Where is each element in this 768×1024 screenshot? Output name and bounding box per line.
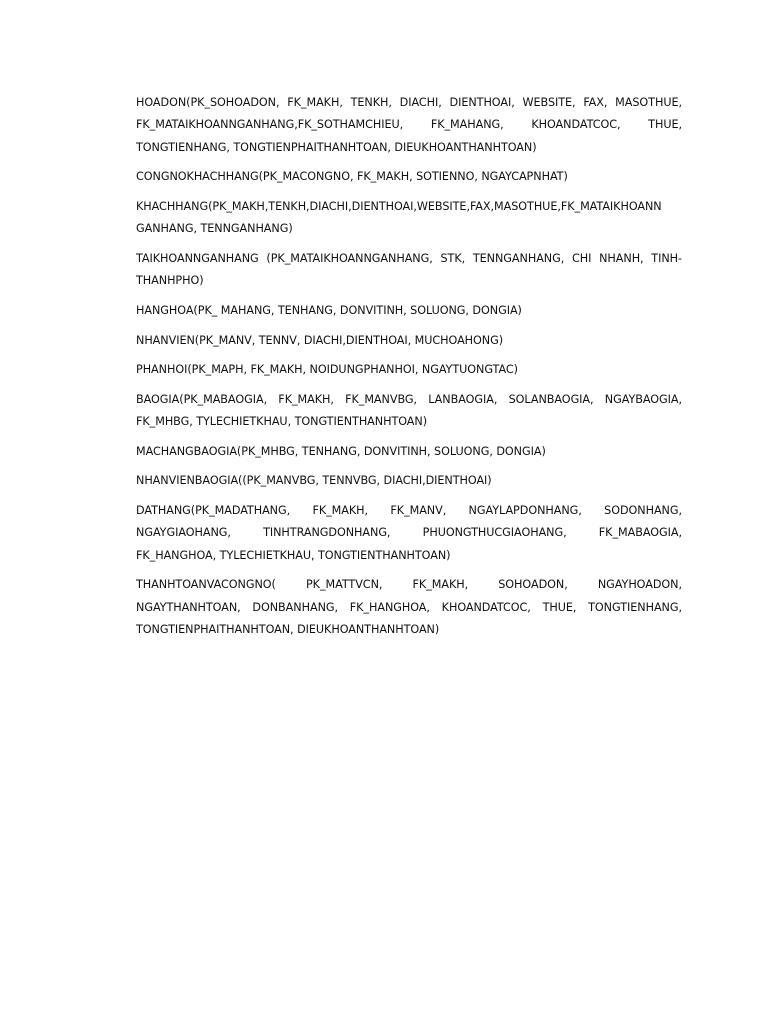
text-line: BAOGIA(PK_MABAOGIA, FK_MAKH, FK_MANVBG, LANBAOGIA, SOLANBAOGIA, NGAYBAOGIA,	[136, 392, 682, 406]
text-line: HOADON(PK_SOHOADON, FK_MAKH, TENKH, DIACHI, DIENTHOAI, WEBSITE, FAX, MASOTHUE,	[136, 96, 682, 109]
text-line: PHANHOI(PK_MAPH, FK_MAKH, NOIDUNGPHANHOI, NGAYTUONGTAC)	[136, 363, 518, 377]
paragraph-phanhoi	[136, 359, 682, 381]
text-line: NGAYGIAOHANG, TINHTRANGDONHANG, PHUONGTHUCGIAOHANG, FK_MABAOGIA,	[136, 526, 682, 540]
text-line: NGAYTHANHTOAN, DONBANHANG, FK_HANGHOA, KHOANDATCOC, THUE, TONGTIENHANG,	[136, 600, 682, 614]
text-line: NHANVIEN(PK_MANV, TENNV, DIACHI,DIENTHOAI, MUCHOAHONG)	[136, 333, 504, 347]
document-page	[136, 92, 682, 649]
paragraph-machangbaogia	[136, 441, 682, 463]
paragraph-baogia	[136, 389, 682, 434]
text-line: CONGNOKHACHHANG(PK_MACONGNO, FK_MAKH, SOTIENNO, NGAYCAPNHAT)	[136, 170, 568, 184]
paragraph-hoadon	[136, 92, 682, 159]
text-line: TONGTIENPHAITHANHTOAN, DIEUKHOANTHANHTOAN)	[136, 623, 440, 637]
paragraph-taikhoannganhang	[136, 248, 682, 293]
text-line: TAIKHOANNGANHANG (PK_MATAIKHOANNGANHANG, STK, TENNGANHANG, CHI NHANH, TINH-	[136, 252, 682, 265]
text-line: THANHPHO)	[136, 274, 204, 288]
text-line: GANHANG, TENNGANHANG)	[136, 222, 293, 236]
text-line: TONGTIENHANG, TONGTIENPHAITHANHTOAN, DIEUKHOANTHANHTOAN)	[136, 140, 537, 154]
text-line: FK_MHBG, TYLECHIETKHAU, TONGTIENTHANHTOAN)	[136, 415, 428, 429]
text-line: KHACHHANG(PK_MAKH,TENKH,DIACHI,DIENTHOAI,WEBSITE,FAX,MASOTHUE,FK_MATAIKHOANN	[136, 200, 662, 213]
paragraph-nhanvien	[136, 330, 682, 352]
text-line: NHANVIENBAOGIA((PK_MANVBG, TENNVBG, DIACHI,DIENTHOAI)	[136, 474, 492, 488]
paragraph-hanghoa	[136, 300, 682, 322]
paragraph-dathang	[136, 500, 682, 567]
text-line: HANGHOA(PK_ MAHANG, TENHANG, DONVITINH, SOLUONG, DONGIA)	[136, 304, 522, 317]
paragraph-nhanvienbaogia	[136, 470, 682, 492]
text-line: FK_MATAIKHOANNGANHANG,FK_SOTHAMCHIEU, FK_MAHANG, KHOANDATCOC, THUE,	[136, 118, 682, 132]
text-line: FK_HANGHOA, TYLECHIETKHAU, TONGTIENTHANHTOAN)	[136, 548, 451, 562]
paragraph-thanhtoanvacongno	[136, 574, 682, 641]
paragraph-congnokhachhang	[136, 166, 682, 188]
text-line: DATHANG(PK_MADATHANG, FK_MAKH, FK_MANV, NGAYLAPDONHANG, SODONHANG,	[136, 503, 682, 517]
text-line: THANHTOANVACONGNO( PK_MATTVCN, FK_MAKH, SOHOADON, NGAYHOADON,	[136, 578, 682, 592]
text-line: MACHANGBAOGIA(PK_MHBG, TENHANG, DONVITINH, SOLUONG, DONGIA)	[136, 444, 546, 458]
paragraph-khachhang	[136, 196, 682, 241]
